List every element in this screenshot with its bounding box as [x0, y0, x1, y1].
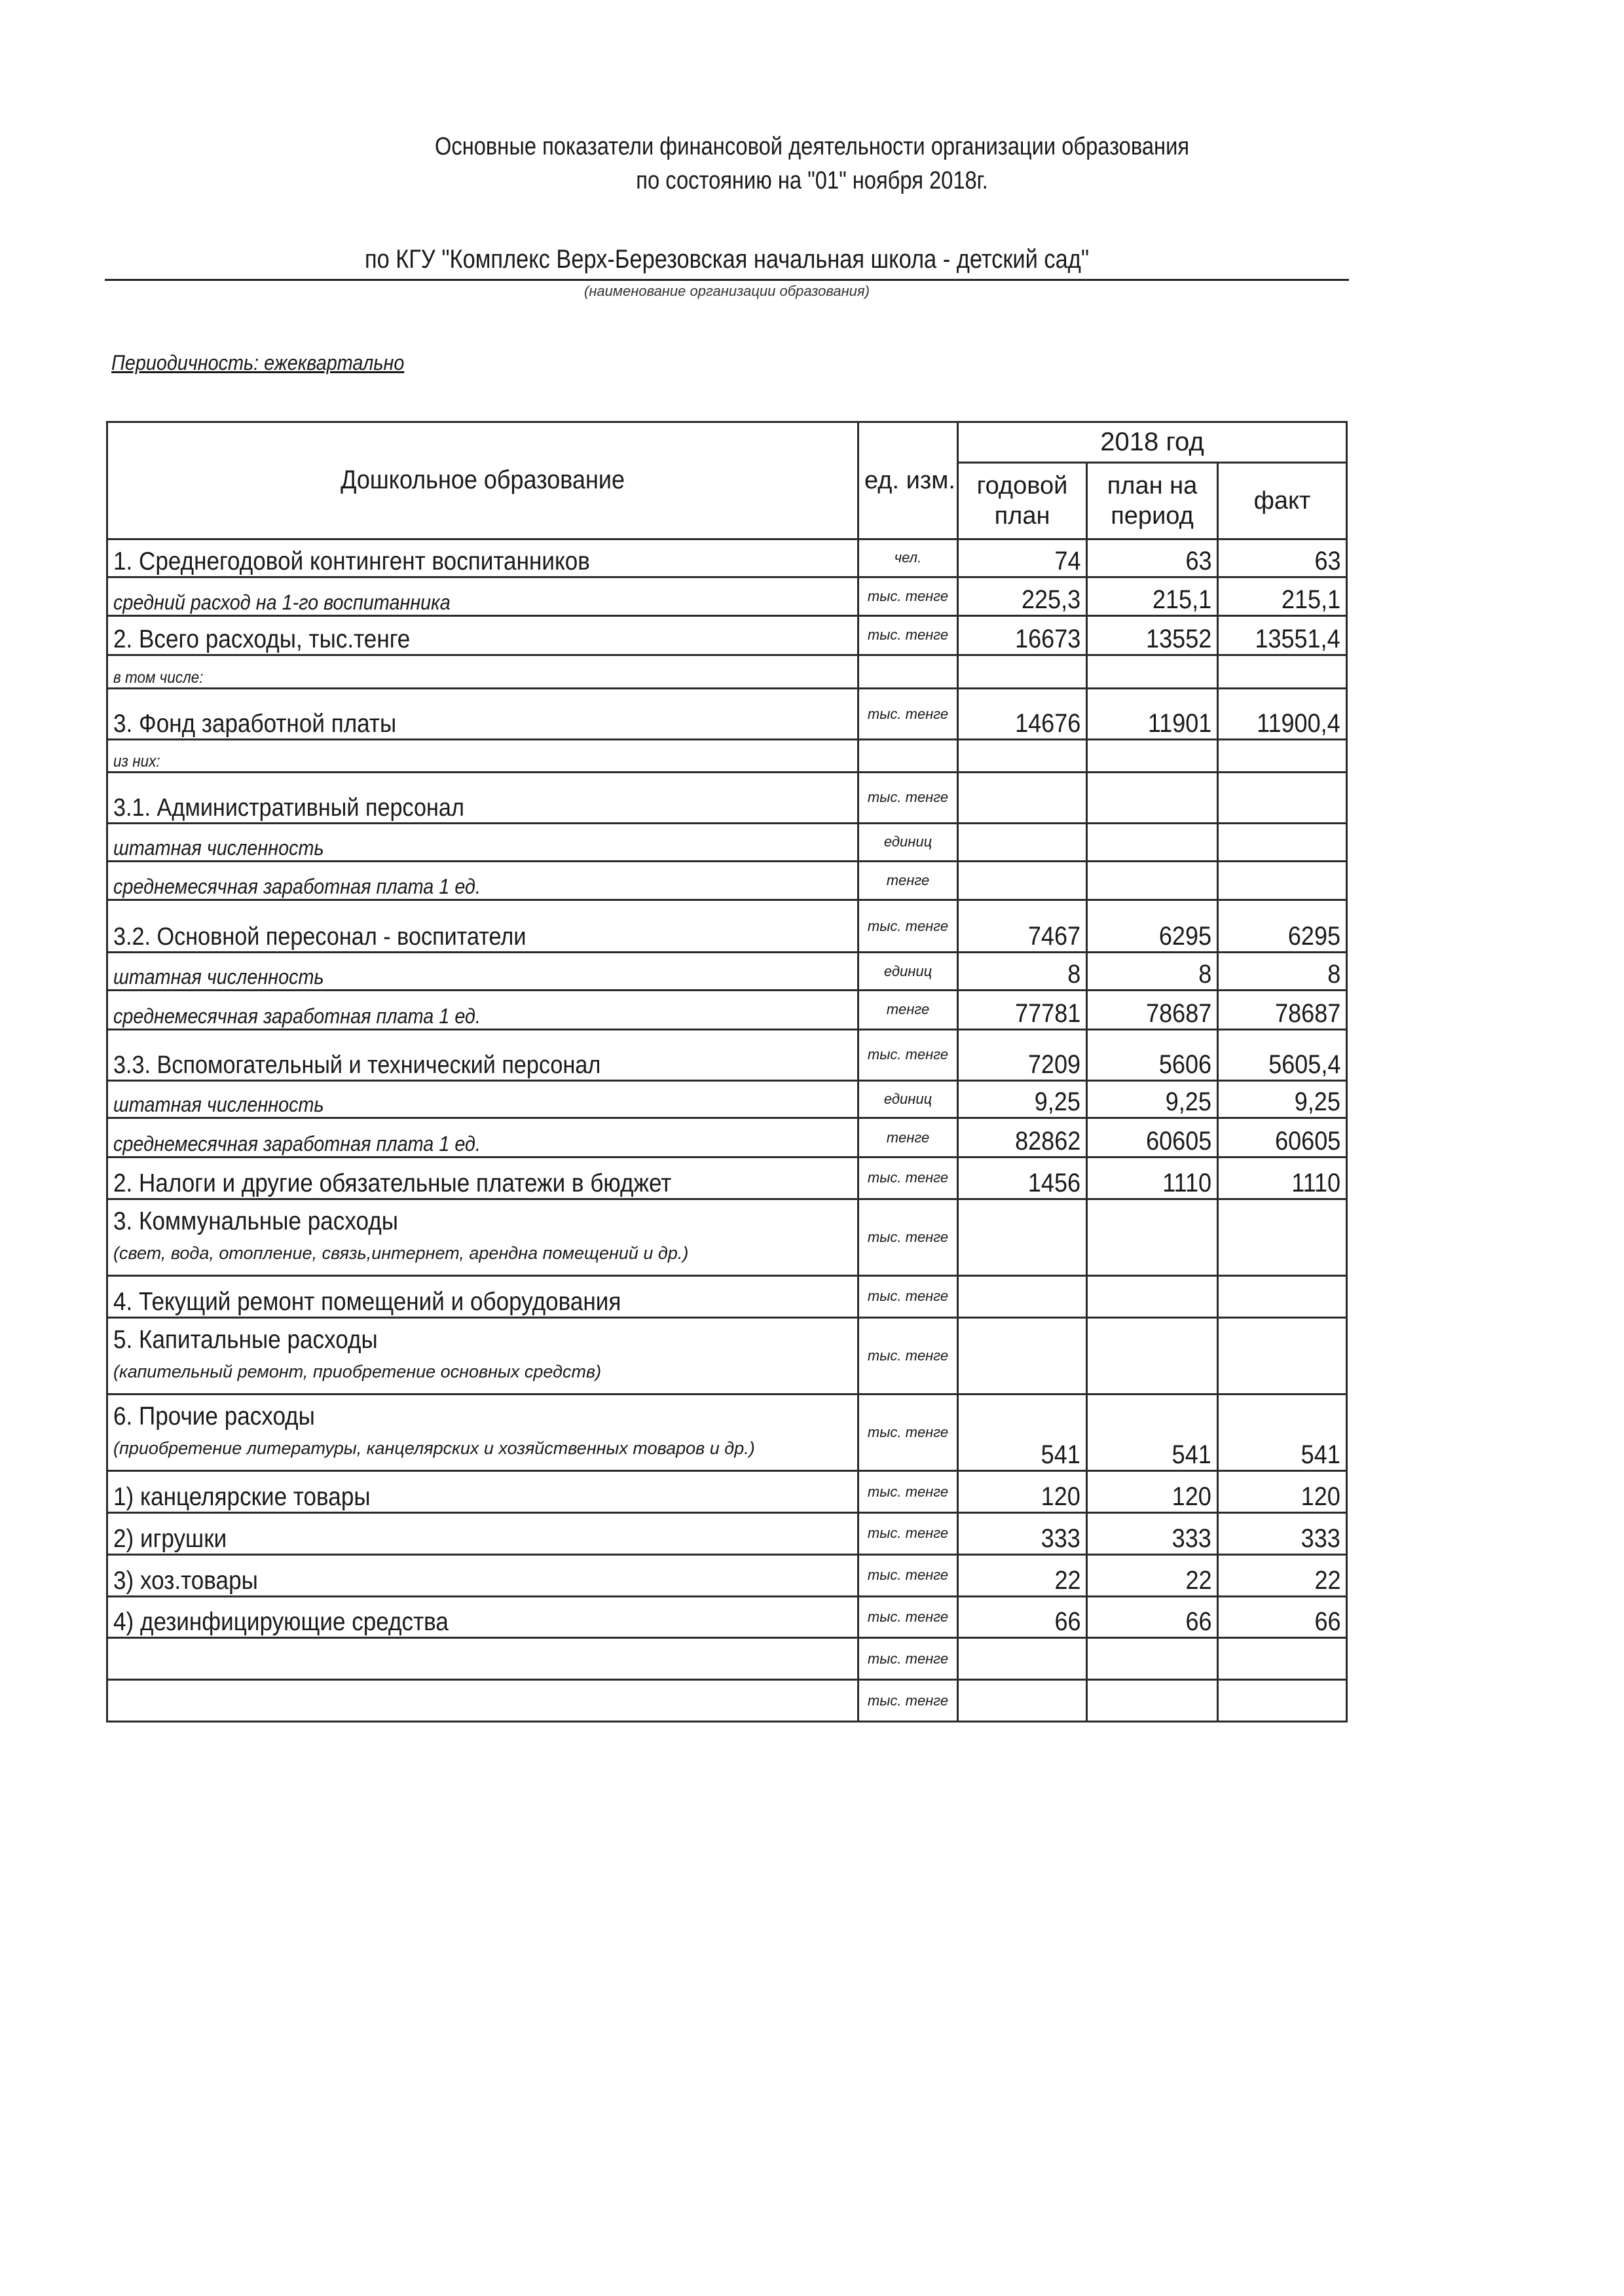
- cell-annual: 22: [958, 1554, 1087, 1596]
- cell-period: [1087, 772, 1218, 823]
- cell-period: 22: [1087, 1554, 1218, 1596]
- cell-annual: 1456: [958, 1157, 1087, 1199]
- row-label: [107, 1680, 858, 1722]
- cell-annual: 82862: [958, 1118, 1087, 1157]
- cell-period: 60605: [1087, 1118, 1218, 1157]
- table-row: [107, 1680, 1347, 1722]
- cell-period: 1110: [1087, 1157, 1218, 1199]
- cell-fact: [1218, 655, 1347, 688]
- row-unit: тыс. тенге: [858, 616, 958, 655]
- table-row: [107, 1471, 1347, 1513]
- cell-annual: 333: [958, 1512, 1087, 1554]
- cell-period: [1087, 861, 1218, 900]
- row-unit: тыс. тенге: [858, 772, 958, 823]
- cell-fact: 11900,4: [1218, 689, 1347, 740]
- row-unit: тенге: [858, 1118, 958, 1157]
- cell-period: 78687: [1087, 990, 1218, 1029]
- cell-period: 541: [1087, 1394, 1218, 1470]
- row-unit: единиц: [858, 1080, 958, 1118]
- row-label: 6. Прочие расходы (приобретение литературы, канцелярских и хозяйственных товаров и др.): [107, 1394, 858, 1470]
- row-unit: тыс. тенге: [858, 1199, 958, 1275]
- row-label: штатная численность: [107, 823, 858, 861]
- table-row: [107, 1118, 1347, 1157]
- row-label: 2) игрушки: [107, 1512, 858, 1554]
- cell-annual: 7467: [958, 900, 1087, 953]
- table-row: [107, 1029, 1347, 1080]
- row-unit: тыс. тенге: [858, 689, 958, 740]
- row-unit: тыс. тенге: [858, 1554, 958, 1596]
- row-unit: [858, 740, 958, 772]
- row-label: 2. Налоги и другие обязательные платежи в бюджет: [107, 1157, 858, 1199]
- row-label: средний расход на 1-го воспитанника: [107, 577, 858, 616]
- cell-annual: [958, 1317, 1087, 1394]
- table-row: [107, 1554, 1347, 1596]
- cell-annual: 7209: [958, 1029, 1087, 1080]
- cell-annual: [958, 655, 1087, 688]
- row-label: из них:: [107, 740, 858, 772]
- row-label: 4) дезинфицирующие средства: [107, 1596, 858, 1638]
- financial-table: [106, 421, 1348, 1722]
- row-label: 3. Коммунальные расходы (свет, вода, отопление, связь,интернет, арендна помещений и др.): [107, 1199, 858, 1275]
- cell-annual: 66: [958, 1596, 1087, 1638]
- table-row: [107, 1394, 1347, 1470]
- table-row: [107, 900, 1347, 953]
- row-unit: тыс. тенге: [858, 1680, 958, 1722]
- cell-annual: 77781: [958, 990, 1087, 1029]
- cell-fact: 13551,4: [1218, 616, 1347, 655]
- cell-fact: 333: [1218, 1512, 1347, 1554]
- table-row: [107, 1512, 1347, 1554]
- cell-annual: 14676: [958, 689, 1087, 740]
- row-unit: единиц: [858, 953, 958, 991]
- cell-period: 215,1: [1087, 577, 1218, 616]
- cell-period: 13552: [1087, 616, 1218, 655]
- cell-annual: 16673: [958, 616, 1087, 655]
- cell-annual: 120: [958, 1471, 1087, 1513]
- header-unit: ед. изм.: [858, 422, 958, 539]
- organization-underline: [105, 279, 1349, 281]
- row-label: среднемесячная заработная плата 1 ед.: [107, 990, 858, 1029]
- row-label: 5. Капитальные расходы (капительный ремонт, приобретение основных средств): [107, 1317, 858, 1394]
- row-unit: тыс. тенге: [858, 1275, 958, 1317]
- header-year: 2018 год: [958, 422, 1347, 463]
- table-row: [107, 990, 1347, 1029]
- row-unit: тыс. тенге: [858, 1638, 958, 1680]
- periodicity: Периодичность: ежеквартально: [111, 351, 405, 374]
- document-title: Основные показатели финансовой деятельности организации образования: [434, 133, 1190, 160]
- table-row: [107, 1317, 1347, 1394]
- cell-fact: 60605: [1218, 1118, 1347, 1157]
- table-row: [107, 1080, 1347, 1118]
- row-label: 3.3. Вспомогательный и технический персонал: [107, 1029, 858, 1080]
- row-note: (приобретение литературы, канцелярских и хозяйственных товаров и др.): [113, 1438, 755, 1459]
- header-fact: факт: [1218, 462, 1347, 539]
- cell-period: 6295: [1087, 900, 1218, 953]
- cell-annual: [958, 1275, 1087, 1317]
- cell-fact: 5605,4: [1218, 1029, 1347, 1080]
- cell-annual: [958, 1638, 1087, 1680]
- row-label: [107, 1638, 858, 1680]
- row-unit: тыс. тенге: [858, 1471, 958, 1513]
- row-label: 2. Всего расходы, тыс.тенге: [107, 616, 858, 655]
- cell-period: [1087, 1638, 1218, 1680]
- cell-fact: [1218, 861, 1347, 900]
- row-note: (свет, вода, отопление, связь,интернет, арендна помещений и др.): [113, 1243, 689, 1263]
- row-unit: [858, 655, 958, 688]
- row-label: штатная численность: [107, 953, 858, 991]
- cell-fact: 66: [1218, 1596, 1347, 1638]
- cell-fact: [1218, 1317, 1347, 1394]
- cell-period: 333: [1087, 1512, 1218, 1554]
- table-row: [107, 953, 1347, 991]
- cell-fact: 215,1: [1218, 577, 1347, 616]
- cell-fact: [1218, 772, 1347, 823]
- row-label: среднемесячная заработная плата 1 ед.: [107, 861, 858, 900]
- cell-fact: [1218, 1275, 1347, 1317]
- row-unit: чел.: [858, 539, 958, 577]
- cell-period: 66: [1087, 1596, 1218, 1638]
- table-row: [107, 823, 1347, 861]
- row-unit: тыс. тенге: [858, 577, 958, 616]
- cell-period: 120: [1087, 1471, 1218, 1513]
- row-unit: тыс. тенге: [858, 1596, 958, 1638]
- cell-annual: 9,25: [958, 1080, 1087, 1118]
- cell-period: [1087, 1275, 1218, 1317]
- table-row: [107, 689, 1347, 740]
- cell-fact: 120: [1218, 1471, 1347, 1513]
- cell-fact: 6295: [1218, 900, 1347, 953]
- row-note: (капительный ремонт, приобретение основных средств): [113, 1361, 602, 1381]
- table-row: [107, 1157, 1347, 1199]
- cell-fact: [1218, 1199, 1347, 1275]
- row-unit: тыс. тенге: [858, 1157, 958, 1199]
- cell-period: [1087, 1680, 1218, 1722]
- cell-fact: 541: [1218, 1394, 1347, 1470]
- table-row: [107, 577, 1347, 616]
- row-label: среднемесячная заработная плата 1 ед.: [107, 1118, 858, 1157]
- table-row: [107, 740, 1347, 772]
- table-row: [107, 1199, 1347, 1275]
- row-unit: тенге: [858, 990, 958, 1029]
- cell-fact: [1218, 823, 1347, 861]
- table-row: [107, 539, 1347, 577]
- cell-period: 63: [1087, 539, 1218, 577]
- cell-fact: [1218, 1638, 1347, 1680]
- table-row: [107, 655, 1347, 688]
- cell-annual: 74: [958, 539, 1087, 577]
- cell-period: 9,25: [1087, 1080, 1218, 1118]
- cell-annual: 541: [958, 1394, 1087, 1470]
- cell-annual: [958, 823, 1087, 861]
- row-label: 3. Фонд заработной платы: [107, 689, 858, 740]
- table-row: [107, 1275, 1347, 1317]
- table-row: [107, 1596, 1347, 1638]
- cell-period: [1087, 740, 1218, 772]
- row-unit: тыс. тенге: [858, 900, 958, 953]
- cell-period: [1087, 655, 1218, 688]
- cell-fact: 1110: [1218, 1157, 1347, 1199]
- header-annual-plan: годовой план: [958, 462, 1087, 539]
- row-label: в том числе:: [107, 655, 858, 688]
- cell-fact: 9,25: [1218, 1080, 1347, 1118]
- cell-period: 11901: [1087, 689, 1218, 740]
- cell-annual: [958, 1680, 1087, 1722]
- cell-annual: [958, 861, 1087, 900]
- organization-name: по КГУ "Комплекс Верх-Березовская начальная школа - детский сад": [364, 245, 1090, 274]
- row-label: 3.1. Административный персонал: [107, 772, 858, 823]
- cell-fact: [1218, 1680, 1347, 1722]
- row-label: 1. Среднегодовой контингент воспитанников: [107, 539, 858, 577]
- table-row: [107, 1638, 1347, 1680]
- cell-fact: 8: [1218, 953, 1347, 991]
- table-row: [107, 861, 1347, 900]
- cell-annual: 225,3: [958, 577, 1087, 616]
- row-label: штатная численность: [107, 1080, 858, 1118]
- row-unit: тыс. тенге: [858, 1512, 958, 1554]
- row-label: 1) канцелярские товары: [107, 1471, 858, 1513]
- organization-caption: (наименование организации образования): [584, 283, 870, 299]
- cell-period: 5606: [1087, 1029, 1218, 1080]
- cell-fact: 78687: [1218, 990, 1347, 1029]
- cell-annual: [958, 772, 1087, 823]
- cell-period: [1087, 823, 1218, 861]
- cell-period: [1087, 1317, 1218, 1394]
- row-label: 3) хоз.товары: [107, 1554, 858, 1596]
- header-section: Дошкольное образование: [107, 422, 858, 539]
- row-label: 3.2. Основной пересонал - воспитатели: [107, 900, 858, 953]
- cell-period: [1087, 1199, 1218, 1275]
- row-unit: тыс. тенге: [858, 1317, 958, 1394]
- header-period-plan: план на период: [1087, 462, 1218, 539]
- cell-fact: 22: [1218, 1554, 1347, 1596]
- cell-annual: 8: [958, 953, 1087, 991]
- cell-fact: [1218, 740, 1347, 772]
- row-unit: тыс. тенге: [858, 1029, 958, 1080]
- row-unit: тенге: [858, 861, 958, 900]
- row-unit: тыс. тенге: [858, 1394, 958, 1470]
- cell-fact: 63: [1218, 539, 1347, 577]
- cell-annual: [958, 740, 1087, 772]
- row-label: 4. Текущий ремонт помещений и оборудования: [107, 1275, 858, 1317]
- cell-period: 8: [1087, 953, 1218, 991]
- document-date: по состоянию на "01" ноября 2018г.: [636, 167, 988, 194]
- table-row: [107, 772, 1347, 823]
- cell-annual: [958, 1199, 1087, 1275]
- table-row: [107, 616, 1347, 655]
- row-unit: единиц: [858, 823, 958, 861]
